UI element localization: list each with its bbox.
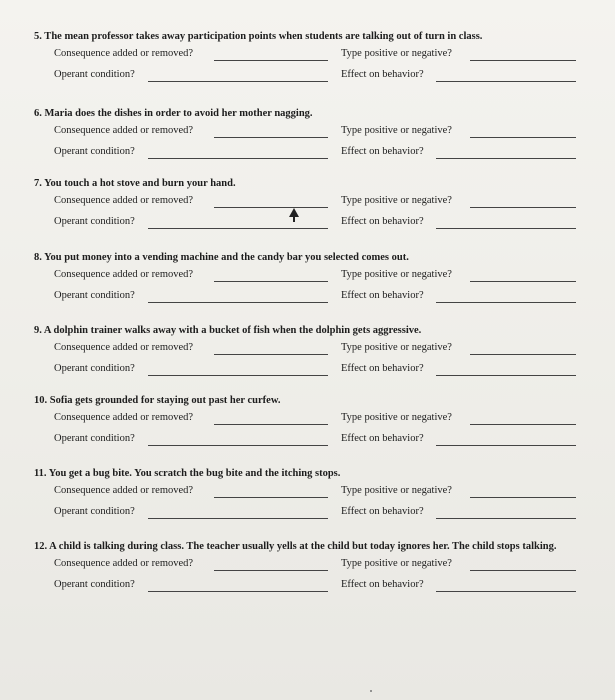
type-label: Type positive or negative? — [341, 269, 452, 280]
operant-label: Operant condition? — [54, 216, 135, 227]
answer-row — [34, 66, 594, 87]
type-blank[interactable] — [470, 424, 576, 425]
answer-row — [34, 45, 594, 66]
mouse-cursor-icon — [289, 208, 299, 217]
consequence-label: Consequence added or removed? — [54, 269, 194, 280]
question-text: 9. A dolphin trainer walks away with a bucket of fish when the dolphin gets aggressive. — [34, 325, 422, 336]
consequence-blank[interactable] — [214, 137, 328, 138]
operant-label: Operant condition? — [54, 506, 135, 517]
operant-blank[interactable] — [148, 375, 328, 376]
operant-label: Operant condition? — [54, 146, 135, 157]
effect-blank[interactable] — [436, 375, 576, 376]
effect-blank[interactable] — [436, 518, 576, 519]
effect-label: Effect on behavior? — [341, 363, 424, 374]
operant-label: Operant condition? — [54, 433, 135, 444]
consequence-blank[interactable] — [214, 281, 328, 282]
effect-blank[interactable] — [436, 81, 576, 82]
answer-row — [34, 482, 594, 503]
type-blank[interactable] — [470, 207, 576, 208]
consequence-blank[interactable] — [214, 354, 328, 355]
type-label: Type positive or negative? — [341, 125, 452, 136]
consequence-label: Consequence added or removed? — [54, 125, 194, 136]
question-text: 6. Maria does the dishes in order to avoid her mother nagging. — [34, 108, 313, 119]
consequence-label: Consequence added or removed? — [54, 195, 194, 206]
effect-label: Effect on behavior? — [341, 506, 424, 517]
type-label: Type positive or negative? — [341, 195, 452, 206]
consequence-label: Consequence added or removed? — [54, 558, 194, 569]
answer-row — [34, 409, 594, 430]
question-8 — [34, 249, 594, 308]
question-5 — [34, 28, 594, 87]
type-blank[interactable] — [470, 570, 576, 571]
operant-blank[interactable] — [148, 591, 328, 592]
operant-label: Operant condition? — [54, 290, 135, 301]
answer-row — [34, 430, 594, 451]
consequence-blank[interactable] — [214, 570, 328, 571]
answer-row — [34, 576, 594, 597]
answer-row — [34, 339, 594, 360]
consequence-blank[interactable] — [214, 497, 328, 498]
operant-blank[interactable] — [148, 228, 328, 229]
question-text: 5. The mean professor takes away participation points when students are talking out of turn in class. — [34, 31, 483, 42]
consequence-blank[interactable] — [214, 207, 328, 208]
effect-label: Effect on behavior? — [341, 290, 424, 301]
question-text: 12. A child is talking during class. The teacher usually yells at the child but today ignores her. The child stops talking. — [34, 541, 557, 552]
type-label: Type positive or negative? — [341, 48, 452, 59]
question-12 — [34, 538, 594, 597]
type-label: Type positive or negative? — [341, 412, 452, 423]
operant-label: Operant condition? — [54, 69, 135, 80]
operant-blank[interactable] — [148, 81, 328, 82]
effect-blank[interactable] — [436, 158, 576, 159]
effect-blank[interactable] — [436, 591, 576, 592]
consequence-label: Consequence added or removed? — [54, 485, 194, 496]
question-10 — [34, 392, 594, 451]
answer-row — [34, 213, 594, 234]
type-label: Type positive or negative? — [341, 342, 452, 353]
consequence-blank[interactable] — [214, 60, 328, 61]
answer-row — [34, 266, 594, 287]
question-9 — [34, 322, 594, 381]
answer-row — [34, 503, 594, 524]
operant-blank[interactable] — [148, 302, 328, 303]
type-blank[interactable] — [470, 354, 576, 355]
consequence-label: Consequence added or removed? — [54, 342, 194, 353]
type-label: Type positive or negative? — [341, 558, 452, 569]
consequence-blank[interactable] — [214, 424, 328, 425]
effect-label: Effect on behavior? — [341, 579, 424, 590]
answer-row — [34, 122, 594, 143]
question-11 — [34, 465, 594, 524]
type-blank[interactable] — [470, 497, 576, 498]
answer-row — [34, 555, 594, 576]
effect-label: Effect on behavior? — [341, 69, 424, 80]
effect-blank[interactable] — [436, 302, 576, 303]
question-text: 10. Sofia gets grounded for staying out past her curfew. — [34, 395, 281, 406]
type-blank[interactable] — [470, 137, 576, 138]
question-text: 7. You touch a hot stove and burn your hand. — [34, 178, 236, 189]
type-label: Type positive or negative? — [341, 485, 452, 496]
question-text: 8. You put money into a vending machine and the candy bar you selected comes out. — [34, 252, 409, 263]
answer-row — [34, 287, 594, 308]
consequence-label: Consequence added or removed? — [54, 48, 194, 59]
effect-blank[interactable] — [436, 445, 576, 446]
operant-label: Operant condition? — [54, 363, 135, 374]
question-text: 11. You get a bug bite. You scratch the bug bite and the itching stops. — [34, 468, 341, 479]
effect-label: Effect on behavior? — [341, 433, 424, 444]
operant-blank[interactable] — [148, 158, 328, 159]
operant-blank[interactable] — [148, 445, 328, 446]
paper-mark — [370, 690, 372, 692]
answer-row — [34, 192, 594, 213]
operant-blank[interactable] — [148, 518, 328, 519]
consequence-label: Consequence added or removed? — [54, 412, 194, 423]
operant-label: Operant condition? — [54, 579, 135, 590]
type-blank[interactable] — [470, 281, 576, 282]
answer-row — [34, 143, 594, 164]
effect-label: Effect on behavior? — [341, 146, 424, 157]
question-6 — [34, 105, 594, 164]
answer-row — [34, 360, 594, 381]
type-blank[interactable] — [470, 60, 576, 61]
effect-blank[interactable] — [436, 228, 576, 229]
question-7 — [34, 175, 594, 234]
effect-label: Effect on behavior? — [341, 216, 424, 227]
